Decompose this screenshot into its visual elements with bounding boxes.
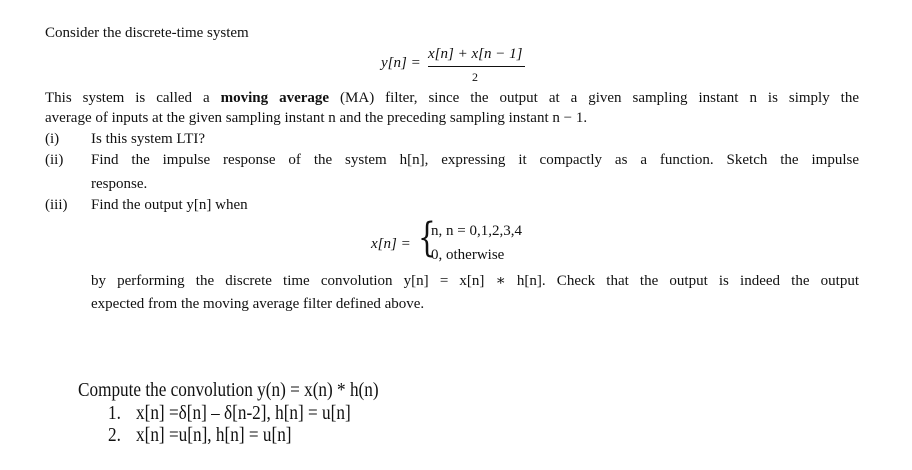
item-text-ii-line1 bbox=[91, 151, 859, 169]
eq2-lhs: x[n] = bbox=[371, 236, 411, 252]
task-item-2-text: x[n] =u[n], h[n] = u[n] bbox=[136, 424, 292, 446]
item-text-iii: Find the output y[n] when bbox=[91, 197, 248, 213]
para-line1-bold: moving average bbox=[220, 90, 330, 106]
after-line-2: expected from the moving average filter defined above. bbox=[91, 296, 425, 312]
eq2-case-2: 0, otherwise bbox=[431, 247, 505, 263]
item-label-i: (i) bbox=[45, 131, 60, 147]
eq1-numerator: x[n] + x[n − 1] bbox=[428, 46, 523, 62]
paragraph-line-1 bbox=[45, 89, 859, 107]
task-item-1-text: x[n] =δ[n] – δ[n-2], h[n] = u[n] bbox=[136, 402, 351, 424]
task-item-1-number: 1. bbox=[108, 402, 121, 424]
eq2-case-1: n, n = 0,1,2,3,4 bbox=[431, 223, 522, 239]
intro-text: Consider the discrete-time system bbox=[45, 25, 249, 41]
item-text-ii-line1-content: Find the impulse response of the system h[n], expressing it compactly as a function. Sketch the impulse bbox=[91, 152, 859, 168]
eq1-denominator: 2 bbox=[472, 70, 478, 84]
after-line-1 bbox=[91, 272, 859, 290]
task-item-2-number: 2. bbox=[108, 424, 121, 446]
paragraph-line-2: average of inputs at the given sampling instant n and the preceding sampling instant n − 1. bbox=[45, 110, 588, 126]
eq2-brace-icon: { bbox=[418, 215, 436, 261]
task-title: Compute the convolution y(n) = x(n) * h(n) bbox=[78, 379, 379, 401]
item-label-ii: (ii) bbox=[45, 152, 64, 168]
item-label-iii: (iii) bbox=[45, 197, 68, 213]
para-line1-post: (MA) filter, since the output at a given sampling instant n is simply the bbox=[329, 90, 860, 106]
para-line1-pre: This system is called a bbox=[45, 90, 221, 106]
item-text-i: Is this system LTI? bbox=[91, 131, 206, 147]
eq1-fraction-bar bbox=[428, 66, 525, 67]
item-text-ii-line2: response. bbox=[91, 176, 148, 192]
after-line-1-content: by performing the discrete time convolution y[n] = x[n] ∗ h[n]. Check that the output is indeed the output bbox=[91, 273, 859, 289]
eq1-lhs: y[n] = bbox=[381, 55, 421, 71]
